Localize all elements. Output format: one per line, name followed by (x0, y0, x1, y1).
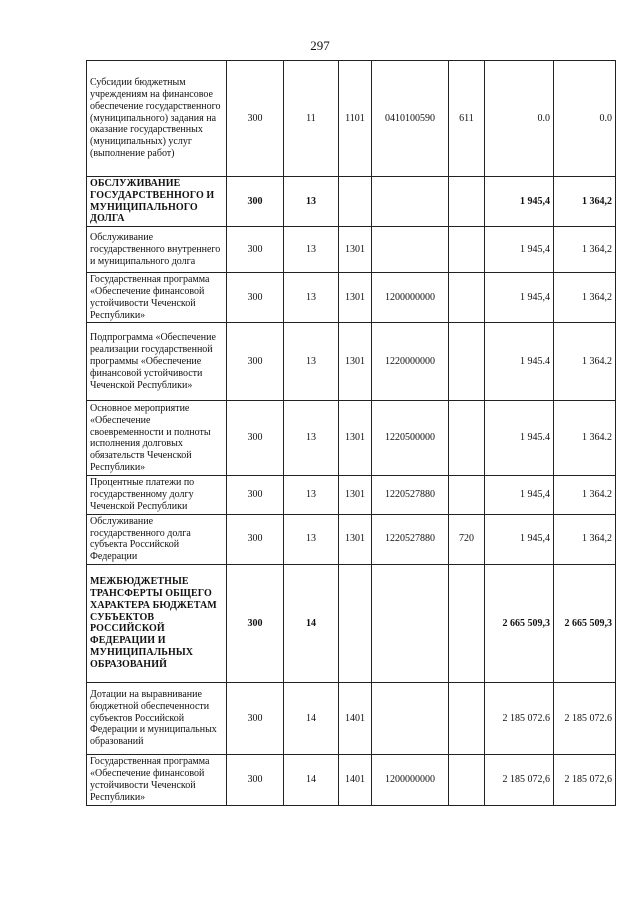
amount-year-1: 1 945,4 (485, 177, 554, 227)
amount-year-2: 1 364,2 (554, 177, 616, 227)
section-code: 14 (284, 754, 339, 805)
table-row (87, 514, 616, 564)
admin-code: 300 (227, 323, 284, 401)
section-code: 13 (284, 227, 339, 273)
subsection-code: 1301 (339, 476, 372, 514)
expense-type-code (449, 227, 485, 273)
subsection-code: 1301 (339, 323, 372, 401)
subsection-code: 1401 (339, 754, 372, 805)
subsection-code: 1101 (339, 61, 372, 177)
expense-type-code (449, 754, 485, 805)
subsection-code: 1301 (339, 273, 372, 323)
admin-code: 300 (227, 61, 284, 177)
admin-code: 300 (227, 476, 284, 514)
target-article-code (372, 227, 449, 273)
amount-year-2: 1 364.2 (554, 476, 616, 514)
expense-type-code (449, 401, 485, 476)
amount-year-2: 1 364.2 (554, 323, 616, 401)
amount-year-2: 0.0 (554, 61, 616, 177)
admin-code: 300 (227, 273, 284, 323)
amount-year-1: 1 945,4 (485, 273, 554, 323)
subsection-code (339, 177, 372, 227)
table-row (87, 323, 616, 401)
subsection-code: 1301 (339, 401, 372, 476)
amount-year-2: 2 665 509,3 (554, 564, 616, 682)
section-code: 13 (284, 401, 339, 476)
table-row (87, 61, 616, 177)
admin-code: 300 (227, 177, 284, 227)
amount-year-2: 2 185 072,6 (554, 754, 616, 805)
amount-year-1: 1 945,4 (485, 476, 554, 514)
budget-table (86, 60, 616, 806)
table-row (87, 227, 616, 273)
row-name: МЕЖБЮДЖЕТНЫЕ ТРАНСФЕРТЫ ОБЩЕГО ХАРАКТЕРА БЮДЖЕТАМ СУБЪЕКТОВ РОССИЙСКОЙ ФЕДЕРАЦИИ И МУНИЦИПАЛЬНЫХ ОБРАЗОВАНИЙ (87, 564, 227, 682)
expense-type-code (449, 476, 485, 514)
admin-code: 300 (227, 227, 284, 273)
admin-code: 300 (227, 564, 284, 682)
row-name: Обслуживание государственного долга субъекта Российской Федерации (87, 514, 227, 564)
row-name: Государственная программа «Обеспечение финансовой устойчивости Чеченской Республики» (87, 754, 227, 805)
amount-year-2: 1 364,2 (554, 273, 616, 323)
page-number: 297 (310, 38, 330, 53)
row-name: Субсидии бюджетным учреждениям на финансовое обеспечение государственного (муниципального) задания на оказание государственных (муниципальных) услуг (выполнение работ) (87, 61, 227, 177)
target-article-code (372, 564, 449, 682)
expense-type-code (449, 682, 485, 754)
section-code: 13 (284, 476, 339, 514)
amount-year-1: 2 185 072,6 (485, 754, 554, 805)
amount-year-1: 1 945.4 (485, 323, 554, 401)
expense-type-code (449, 323, 485, 401)
row-name: Основное мероприятие «Обеспечение своевременности и полноты исполнения долговых обязательств Чеченской Республики» (87, 401, 227, 476)
table-row (87, 564, 616, 682)
target-article-code: 1220500000 (372, 401, 449, 476)
target-article-code: 1200000000 (372, 754, 449, 805)
amount-year-1: 0.0 (485, 61, 554, 177)
amount-year-2: 1 364,2 (554, 227, 616, 273)
row-name: Процентные платежи по государственному долгу Чеченской Республики (87, 476, 227, 514)
amount-year-2: 1 364.2 (554, 401, 616, 476)
admin-code: 300 (227, 682, 284, 754)
subsection-code: 1301 (339, 227, 372, 273)
admin-code: 300 (227, 401, 284, 476)
table-row (87, 177, 616, 227)
target-article-code (372, 177, 449, 227)
target-article-code: 1220527880 (372, 514, 449, 564)
section-code: 14 (284, 564, 339, 682)
admin-code: 300 (227, 754, 284, 805)
target-article-code: 1220527880 (372, 476, 449, 514)
row-name: Дотации на выравнивание бюджетной обеспеченности субъектов Российской Федерации и муниципальных образований (87, 682, 227, 754)
amount-year-1: 2 665 509,3 (485, 564, 554, 682)
target-article-code: 1220000000 (372, 323, 449, 401)
table-row (87, 401, 616, 476)
amount-year-1: 1 945,4 (485, 514, 554, 564)
table-row (87, 273, 616, 323)
table-row (87, 754, 616, 805)
target-article-code (372, 682, 449, 754)
amount-year-2: 1 364,2 (554, 514, 616, 564)
expense-type-code (449, 177, 485, 227)
subsection-code: 1301 (339, 514, 372, 564)
amount-year-1: 2 185 072.6 (485, 682, 554, 754)
admin-code: 300 (227, 514, 284, 564)
target-article-code: 1200000000 (372, 273, 449, 323)
section-code: 13 (284, 177, 339, 227)
amount-year-1: 1 945.4 (485, 401, 554, 476)
section-code: 11 (284, 61, 339, 177)
amount-year-1: 1 945,4 (485, 227, 554, 273)
table-row (87, 476, 616, 514)
row-name: Обслуживание государственного внутреннего и муниципального долга (87, 227, 227, 273)
row-name: Подпрограмма «Обеспечение реализации государственной программы «Обеспечение финансовой устойчивости Чеченской Республики» (87, 323, 227, 401)
row-name: Государственная программа «Обеспечение финансовой устойчивости Чеченской Республики» (87, 273, 227, 323)
row-name: ОБСЛУЖИВАНИЕ ГОСУДАРСТВЕННОГО И МУНИЦИПАЛЬНОГО ДОЛГА (87, 177, 227, 227)
expense-type-code (449, 273, 485, 323)
expense-type-code (449, 564, 485, 682)
section-code: 13 (284, 514, 339, 564)
expense-type-code: 720 (449, 514, 485, 564)
subsection-code (339, 564, 372, 682)
section-code: 13 (284, 323, 339, 401)
expense-type-code: 611 (449, 61, 485, 177)
section-code: 13 (284, 273, 339, 323)
section-code: 14 (284, 682, 339, 754)
target-article-code: 0410100590 (372, 61, 449, 177)
amount-year-2: 2 185 072.6 (554, 682, 616, 754)
table-row (87, 682, 616, 754)
subsection-code: 1401 (339, 682, 372, 754)
